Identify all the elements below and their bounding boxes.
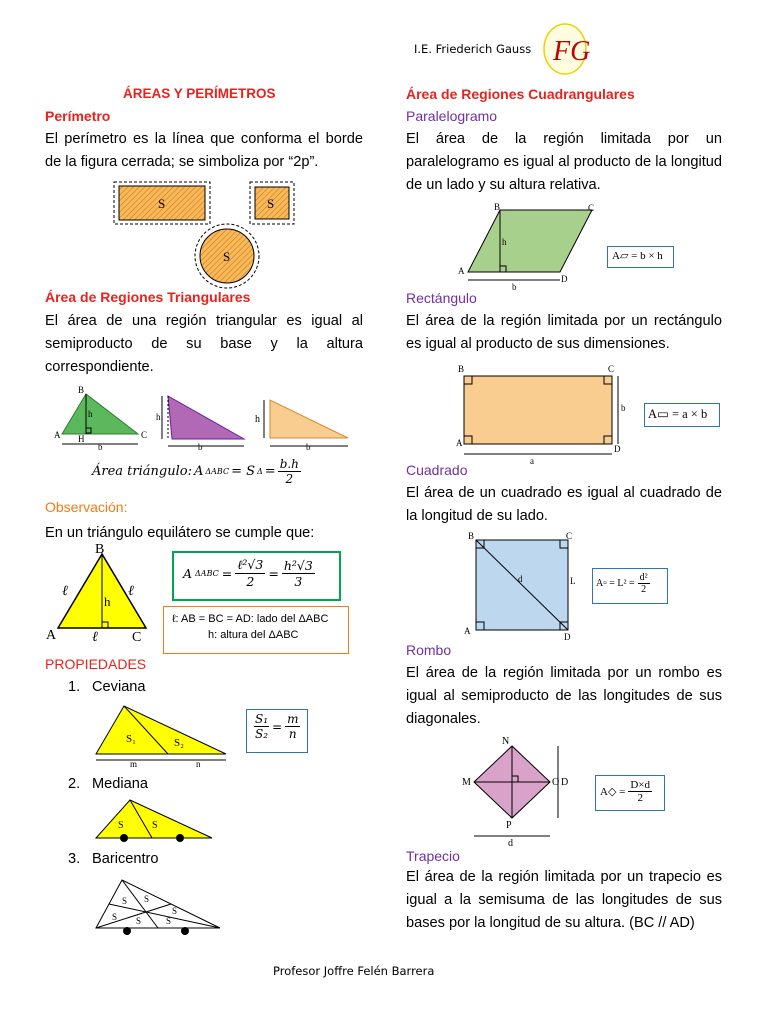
svg-text:D: D bbox=[561, 274, 568, 284]
svg-text:n: n bbox=[196, 759, 201, 768]
ceviana-formula: $\frac{\text{S₁}}{\text{S₂}}$ = $\frac{m}{n}$ bbox=[255, 712, 299, 741]
svg-text:B: B bbox=[494, 202, 501, 212]
props-heading: PROPIEDADES bbox=[45, 656, 147, 672]
paralelogramo-figure bbox=[454, 200, 596, 292]
paralelogramo-heading: Paralelogramo bbox=[406, 108, 498, 124]
equilateral-formula: A ΔABC = ℓ²√3 2 = $\frac{\text{h²√3}}{3}$ bbox=[183, 557, 313, 589]
cuadrado-figure bbox=[456, 530, 580, 642]
svg-text:b: b bbox=[512, 282, 517, 292]
paralelogramo-text: El área de la región limitada por un paralelogramo es igual al producto de la longitud de un lado y su altura relativa. bbox=[406, 131, 722, 193]
svg-text:b: b bbox=[621, 403, 626, 413]
svg-text:h: h bbox=[255, 414, 260, 425]
svg-text:S: S bbox=[112, 912, 118, 922]
legend-line2: h: altura del ΔABC bbox=[208, 629, 299, 641]
svg-text:h: h bbox=[502, 237, 507, 247]
svg-text:A: A bbox=[464, 626, 471, 636]
prop-2-num: 2. bbox=[68, 776, 81, 792]
svg-text:d: d bbox=[518, 574, 523, 584]
rombo-heading: Rombo bbox=[406, 642, 452, 658]
svg-text:B: B bbox=[468, 531, 475, 541]
cuadrado-text: El área de un cuadrado es igual al cuadrado de la longitud de su lado. bbox=[406, 485, 722, 524]
svg-text:S: S bbox=[166, 916, 172, 926]
svg-text:d: d bbox=[508, 838, 513, 848]
school-logo bbox=[540, 22, 590, 77]
left-title: ÁREAS Y PERÍMETROS bbox=[123, 86, 276, 101]
svg-text:b: b bbox=[306, 442, 311, 450]
perimetro-text: El perímetro es la línea que conforma el borde de la figura cerrada; se simboliza por “2p”. bbox=[45, 131, 363, 170]
svg-text:ℓ: ℓ bbox=[62, 584, 68, 599]
rombo-text: El área de la región limitada por un rombo es igual al semiproducto de las longitudes de sus diagonales. bbox=[406, 665, 722, 727]
rectangulo-heading: Rectángulo bbox=[406, 290, 477, 306]
svg-text:ℓ: ℓ bbox=[92, 630, 98, 644]
cuadrado-heading: Cuadrado bbox=[406, 462, 468, 478]
svg-text:S₁: S₁ bbox=[126, 733, 136, 745]
svg-text:O: O bbox=[552, 777, 560, 788]
prop-1-label: Ceviana bbox=[92, 679, 146, 695]
mediana-figure bbox=[92, 794, 216, 846]
rombo-figure bbox=[458, 734, 582, 848]
svg-text:P: P bbox=[506, 820, 512, 831]
svg-text:L: L bbox=[570, 576, 576, 586]
ceviana-figure bbox=[92, 700, 230, 768]
svg-text:b: b bbox=[198, 442, 203, 450]
trapecio-heading: Trapecio bbox=[406, 848, 460, 864]
svg-text:H: H bbox=[78, 434, 85, 444]
prop-2-label: Mediana bbox=[92, 776, 148, 792]
svg-text:D: D bbox=[561, 777, 569, 788]
svg-text:S: S bbox=[223, 249, 231, 264]
obs-heading: Observación: bbox=[45, 499, 128, 515]
svg-text:A: A bbox=[54, 430, 61, 440]
rombo-formula: A◇ = $\frac{D\times d}{2}$ bbox=[600, 779, 651, 804]
tri-formula: Área triángulo: A ΔABC = S Δ = $\frac{b.h}{2}$ bbox=[92, 457, 299, 486]
svg-text:h: h bbox=[156, 412, 161, 422]
tri-heading: Área de Regiones Triangulares bbox=[45, 289, 251, 305]
svg-text:S: S bbox=[152, 820, 158, 831]
rectangulo-figure bbox=[454, 360, 634, 468]
svg-text:S: S bbox=[118, 820, 124, 831]
svg-text:S: S bbox=[267, 196, 275, 211]
baricentro-figure bbox=[92, 874, 224, 940]
legend-line1: ℓ: AB = BC = AD: lado del ΔABC bbox=[172, 613, 329, 625]
svg-text:C: C bbox=[132, 630, 142, 644]
cuadrado-formula: A▫ = L² = $\frac{\text{d²}}{2}$ bbox=[596, 572, 648, 595]
svg-text:S: S bbox=[144, 894, 150, 904]
svg-text:B: B bbox=[458, 364, 465, 374]
svg-text:C: C bbox=[566, 531, 573, 541]
prop-3-num: 3. bbox=[68, 851, 81, 867]
svg-text:C: C bbox=[141, 430, 148, 440]
cuad-heading: Área de Regiones Cuadrangulares bbox=[406, 86, 635, 102]
svg-text:h: h bbox=[88, 409, 93, 419]
trapecio-text: El área de la región limitada por un trapecio es igual a la semisuma de las longitudes de sus bases por la longitud de su altura. (BC // AD) bbox=[406, 869, 722, 931]
prop-3-label: Baricentro bbox=[92, 851, 159, 867]
svg-text:B: B bbox=[95, 542, 105, 557]
perimetro-figures bbox=[110, 176, 300, 292]
svg-text:N: N bbox=[502, 736, 510, 747]
svg-text:h: h bbox=[104, 594, 111, 609]
svg-text:C: C bbox=[608, 364, 615, 374]
svg-text:m: m bbox=[130, 759, 138, 768]
perimetro-heading: Perímetro bbox=[45, 108, 111, 124]
obs-text: En un triángulo equilátero se cumple que: bbox=[45, 525, 315, 541]
paralelogramo-formula: A▱ = b × h bbox=[612, 250, 663, 262]
rectangulo-formula: A▭ = a × b bbox=[648, 407, 708, 421]
triangle-figures bbox=[48, 384, 353, 450]
svg-text:S₂: S₂ bbox=[174, 737, 184, 749]
svg-text:S: S bbox=[158, 196, 166, 211]
logo-letters: FG bbox=[553, 36, 590, 67]
svg-text:S: S bbox=[122, 896, 128, 906]
svg-text:M: M bbox=[462, 777, 471, 788]
footer-text: Profesor Joffre Felén Barrera bbox=[273, 964, 435, 978]
svg-text:ℓ: ℓ bbox=[128, 584, 134, 599]
svg-text:a: a bbox=[530, 456, 534, 466]
svg-text:A: A bbox=[458, 266, 465, 276]
svg-text:S: S bbox=[172, 906, 178, 916]
svg-text:S: S bbox=[136, 916, 142, 926]
prop-1-num: 1. bbox=[68, 679, 81, 695]
tri-text: El área de una región triangular es igual al semiproducto de su base y la altura correspondiente. bbox=[45, 313, 363, 375]
svg-text:D: D bbox=[564, 632, 571, 642]
school-name: I.E. Friederich Gauss bbox=[414, 42, 532, 56]
rectangulo-text: El área de la región limitada por un rectángulo es igual al producto de sus dimensiones. bbox=[406, 313, 722, 352]
svg-text:A: A bbox=[46, 628, 57, 643]
svg-text:B: B bbox=[78, 385, 85, 395]
equilateral-triangle bbox=[44, 540, 156, 644]
svg-text:b: b bbox=[98, 442, 103, 450]
svg-text:A: A bbox=[456, 438, 463, 448]
svg-text:C: C bbox=[588, 203, 595, 213]
svg-text:D: D bbox=[614, 444, 621, 454]
